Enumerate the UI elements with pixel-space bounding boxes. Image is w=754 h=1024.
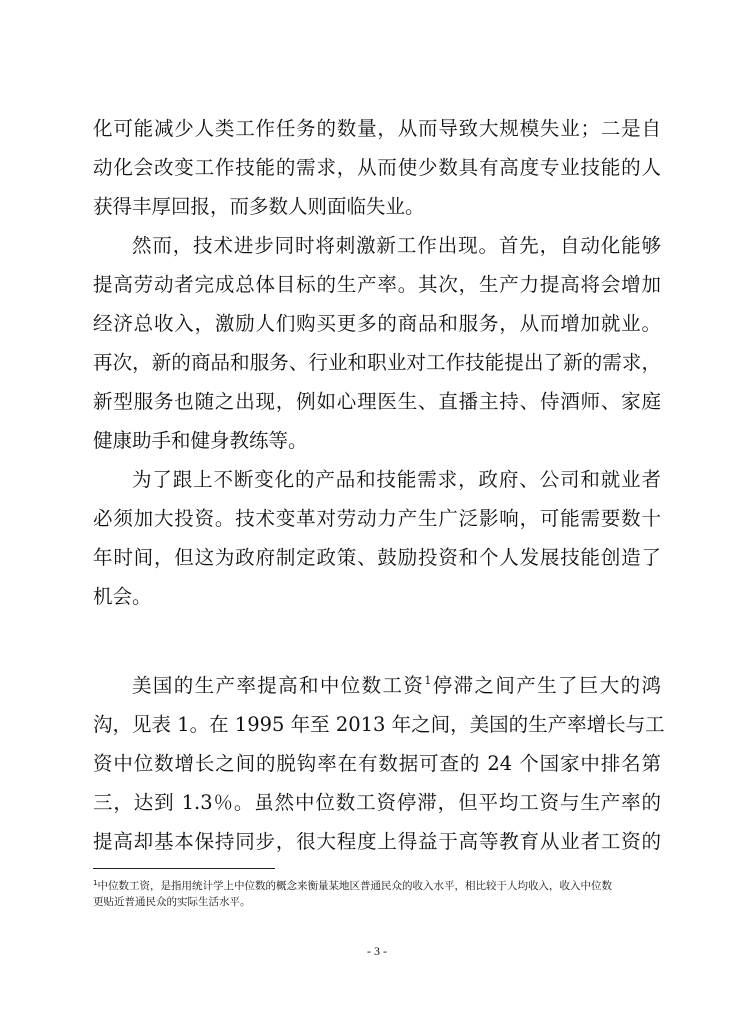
body-line: 经济总收入，激励人们购买更多的商品和服务，从而增加就业。 [93,312,661,335]
body-line: 再次，新的商品和服务、行业和职业对工作技能提出了新的需求， [93,351,661,374]
body-line: 然而，技术进步同时将刺激新工作出现。首先，自动化能够 [132,234,661,257]
footnote-text: 中位数工资，是指用统计学上中位数的概念来衡量某地区普通民众的收入水平，相比较于人均收入，收入中位数 [97,880,612,892]
body-line: 动化会改变工作技能的需求，从而使少数具有高度专业技能的人 [93,156,661,179]
body-line: 为了跟上不断变化的产品和技能需求，政府、公司和就业者 [132,468,661,491]
body-line: 资中位数增长之间的脱钩率在有数据可查的 24 个国家中排名第 [93,752,661,775]
body-line: 新型服务也随之出现，例如心理医生、直播主持、侍酒师、家庭 [93,390,661,413]
footnote-ref[interactable]: 1 [424,674,432,687]
body-text: 停滞之间产生了巨大的鸿 [431,674,661,697]
footnote-marker: 1 [93,879,98,887]
body-line: 健康助手和健身教练等。 [93,429,308,452]
body-line: 提高劳动者完成总体目标的生产率。其次，生产力提高将会增加 [93,273,661,296]
body-line: 提高却基本保持同步，很大程度上得益于高等教育从业者工资的 [93,830,661,853]
body-line: 必须加大投资。技术变革对劳动力产生广泛影响，可能需要数十 [93,507,661,530]
body-line: 获得丰厚回报，而多数人则面临失业。 [93,195,425,218]
body-line [93,673,661,699]
footnote-line: 更贴近普通民众的实际生活水平。 [93,896,251,908]
page-number: - 3 - [367,944,387,958]
body-line: 化可能减少人类工作任务的数量，从而导致大规模失业；二是自 [93,117,661,140]
body-line: 年时间，但这为政府制定政策、鼓励投资和个人发展技能创造了 [93,546,661,569]
body-line: 三，达到 1.3％。虽然中位数工资停滞，但平均工资与生产率的 [93,791,661,814]
footnote-divider [93,868,275,869]
footnote-line [93,879,661,894]
body-line: 机会。 [93,585,152,608]
body-text: 美国的生产率提高和中位数工资 [132,674,425,697]
body-line: 沟，见表 1。在 1995 年至 2013 年之间，美国的生产率增长与工 [93,713,665,736]
